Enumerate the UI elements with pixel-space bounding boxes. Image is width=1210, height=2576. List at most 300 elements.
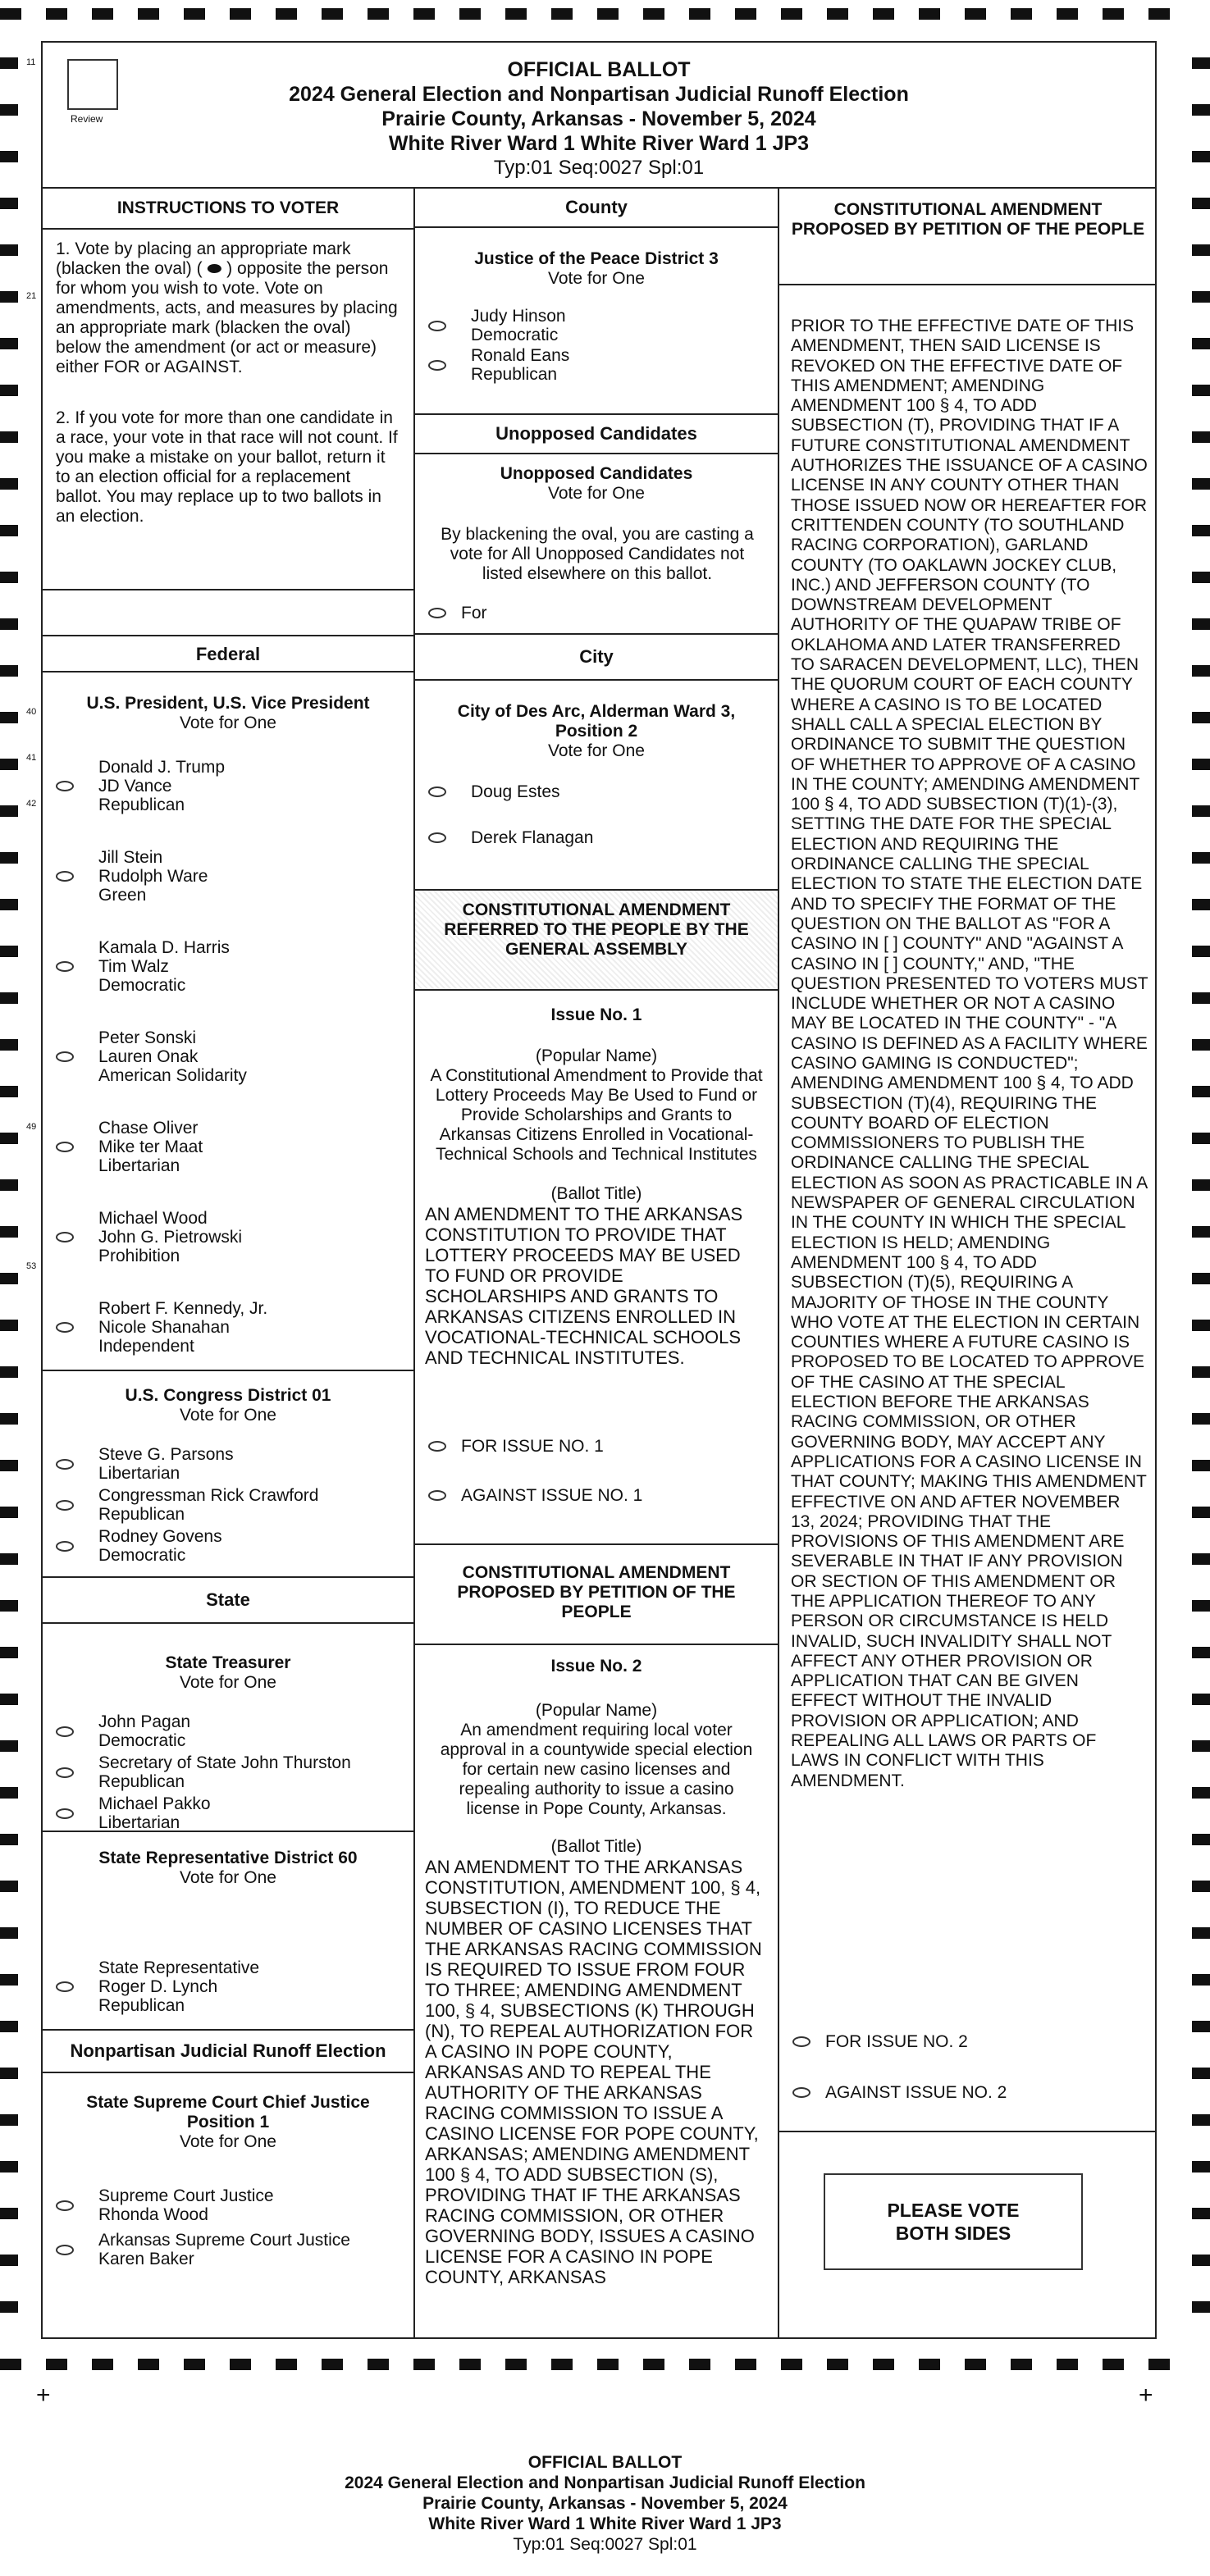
candidate-detail: Nicole Shanahan <box>98 1318 230 1337</box>
candidate-name: Rodney Govens <box>98 1527 222 1546</box>
timing-mark <box>0 8 21 20</box>
timing-mark <box>1192 852 1210 864</box>
timing-mark <box>0 946 18 957</box>
issue1-against-option[interactable] <box>428 1486 642 1506</box>
vote-oval[interactable] <box>56 1051 74 1062</box>
option-label: FOR ISSUE NO. 1 <box>461 1437 604 1456</box>
timing-mark <box>322 2359 343 2370</box>
chief-vote-for: Vote for One <box>180 2132 276 2151</box>
timing-mark <box>0 1366 18 1378</box>
timing-mark <box>184 2359 205 2370</box>
timing-mark <box>873 8 894 20</box>
instructions-p1: 1. Vote by placing an appropriate mark (blacken the oval) ( ⬬ ) opposite the person for whom you wish to vote. Vote on amendments, acts, and measures by placing an appropriate mark (blacken the oval) below the amendment (or act or measure) either FOR or AGAINST. <box>56 239 398 376</box>
timing-mark <box>1192 1881 1210 1892</box>
rep60-contest <box>43 1832 413 2031</box>
candidate-detail: Libertarian <box>98 1156 180 1175</box>
issue2-popular-label: (Popular Name) <box>535 1701 658 1720</box>
timing-mark <box>0 1413 18 1425</box>
candidate-option[interactable] <box>43 1712 413 1750</box>
issue1-popular-name: A Constitutional Amendment to Provide that Lottery Proceeds May Be Used to Fund or Provide Scholarships and Grants to Arkansas Citizens Enrolled in Vocational-Technical Schools and Technical Institutes <box>430 1066 763 1164</box>
timing-mark <box>0 1039 18 1051</box>
candidate-detail: Democratic <box>98 1546 186 1565</box>
timing-mark <box>1148 2359 1170 2370</box>
timing-mark <box>643 8 664 20</box>
candidate-detail: Libertarian <box>98 1464 180 1483</box>
timing-mark <box>0 385 18 396</box>
timing-mark <box>505 8 527 20</box>
vote-oval[interactable] <box>428 786 446 797</box>
vote-oval[interactable] <box>56 1232 74 1242</box>
candidate-name: Robert F. Kennedy, Jr. <box>98 1299 268 1318</box>
president-contest <box>43 672 413 1371</box>
ballot-title: OFFICIAL BALLOT <box>507 58 691 81</box>
timing-mark <box>0 1834 18 1845</box>
timing-mark <box>0 2161 18 2173</box>
timing-mark <box>965 8 986 20</box>
timing-mark <box>1192 2301 1210 2313</box>
timing-mark <box>0 759 18 770</box>
timing-mark <box>1192 1366 1210 1378</box>
jp3-contest <box>415 228 778 415</box>
timing-mark <box>0 478 18 490</box>
timing-mark <box>368 2359 389 2370</box>
timing-mark <box>0 1460 18 1471</box>
candidate-detail: Republican <box>98 1996 185 2015</box>
candidate-option[interactable] <box>415 346 778 384</box>
timing-mark <box>0 2021 18 2032</box>
candidate-detail: Democratic <box>471 326 559 344</box>
timing-mark <box>1192 1553 1210 1565</box>
timing-mark <box>505 2359 527 2370</box>
vote-oval[interactable] <box>56 1767 74 1778</box>
vote-oval[interactable] <box>428 360 446 371</box>
candidate-detail: Mike ter Maat <box>98 1138 203 1156</box>
timing-mark <box>1192 291 1210 303</box>
timing-mark <box>1192 2255 1210 2266</box>
alderman-title-2: Position 2 <box>555 722 638 741</box>
option-label: AGAINST ISSUE NO. 2 <box>825 2083 1007 2102</box>
candidate-detail: Karen Baker <box>98 2250 194 2268</box>
timing-mark <box>92 2359 113 2370</box>
timing-mark <box>1192 104 1210 116</box>
timing-mark <box>459 8 481 20</box>
timing-mark <box>1192 572 1210 583</box>
margin-number: 11 <box>26 57 36 67</box>
candidate-option[interactable] <box>415 828 778 847</box>
timing-mark <box>551 2359 573 2370</box>
vote-oval[interactable] <box>56 1322 74 1333</box>
issue1-ballot-label: (Ballot Title) <box>550 1184 642 1203</box>
timing-mark <box>1192 899 1210 910</box>
timing-mark <box>0 1086 18 1097</box>
vote-oval[interactable] <box>792 2036 810 2047</box>
footer-style-code: Typ:01 Seq:0027 Spl:01 <box>513 2535 697 2554</box>
candidate-detail: Tim Walz <box>98 957 169 976</box>
candidate-name: Jill Stein <box>98 848 163 867</box>
congress-vote-for: Vote for One <box>180 1406 276 1425</box>
vote-oval[interactable] <box>56 781 74 791</box>
timing-mark <box>1192 431 1210 443</box>
timing-mark <box>1192 1834 1210 1845</box>
vote-oval[interactable] <box>428 608 446 618</box>
timing-mark <box>0 1600 18 1612</box>
timing-mark <box>46 2359 67 2370</box>
timing-mark <box>368 8 389 20</box>
review-label: Review <box>71 113 103 125</box>
candidate-option[interactable] <box>43 1299 413 1356</box>
timing-mark <box>0 1179 18 1191</box>
timing-mark <box>0 1553 18 1565</box>
timing-mark <box>1192 2068 1210 2079</box>
timing-mark <box>92 8 113 20</box>
candidate-detail: Democratic <box>98 1731 186 1750</box>
amendment-pet-heading: CONSTITUTIONAL AMENDMENT PROPOSED BY PETITION OF THE PEOPLE <box>457 1563 736 1621</box>
timing-mark <box>781 2359 802 2370</box>
timing-mark <box>1057 2359 1078 2370</box>
timing-mark <box>1103 8 1124 20</box>
crosshair-icon: + <box>36 2382 51 2409</box>
issue1-number: Issue No. 1 <box>550 1005 642 1024</box>
vote-oval[interactable] <box>56 1981 74 1992</box>
rep60-title: State Representative District 60 <box>98 1849 358 1867</box>
timing-mark <box>0 2068 18 2079</box>
timing-mark <box>1192 1133 1210 1144</box>
candidate-option[interactable] <box>43 1209 413 1265</box>
candidate-option[interactable] <box>415 307 778 344</box>
chief-justice-contest <box>43 2073 413 2339</box>
vote-oval[interactable] <box>428 321 446 331</box>
timing-mark <box>0 1974 18 1986</box>
issue2-for-option[interactable] <box>792 2032 968 2052</box>
footer-county-date: Prairie County, Arkansas - November 5, 2024 <box>422 2494 788 2513</box>
vote-oval[interactable] <box>56 1541 74 1552</box>
vote-oval[interactable] <box>56 1500 74 1511</box>
candidate-name: Secretary of State John Thurston <box>98 1753 351 1772</box>
alderman-vote-for: Vote for One <box>548 741 645 760</box>
issue1-contest <box>415 991 778 1545</box>
vote-oval[interactable] <box>56 2245 74 2255</box>
timing-mark <box>0 665 18 677</box>
margin-number: 53 <box>26 1261 37 1271</box>
timing-mark <box>1192 712 1210 723</box>
unopposed-title: Unopposed Candidates <box>500 464 693 483</box>
timing-mark <box>0 1740 18 1752</box>
candidate-name: Kamala D. Harris <box>98 938 230 957</box>
review-checkbox[interactable] <box>67 59 118 110</box>
timing-mark <box>597 8 619 20</box>
timing-mark <box>0 992 18 1004</box>
candidate-option[interactable] <box>43 1794 413 1832</box>
timing-mark <box>1192 2208 1210 2219</box>
timing-mark <box>1192 385 1210 396</box>
timing-mark <box>1192 1507 1210 1518</box>
candidate-option[interactable] <box>43 1753 413 1791</box>
column-2 <box>415 189 779 2339</box>
treasurer-vote-for: Vote for One <box>180 1673 276 1692</box>
ballot-county-date: Prairie County, Arkansas - November 5, 2024 <box>381 107 816 130</box>
candidate-name: Supreme Court Justice <box>98 2186 274 2205</box>
candidate-option[interactable] <box>43 1527 413 1565</box>
timing-mark <box>0 2359 21 2370</box>
timing-mark <box>0 57 18 69</box>
issue1-for-option[interactable] <box>428 1437 604 1457</box>
candidate-name: Ronald Eans <box>471 346 570 365</box>
timing-mark <box>0 572 18 583</box>
candidate-option[interactable] <box>43 1445 413 1483</box>
timing-mark <box>0 1694 18 1705</box>
column-1 <box>43 189 415 2339</box>
candidate-detail: Independent <box>98 1337 194 1356</box>
timing-mark <box>459 2359 481 2370</box>
timing-mark <box>0 104 18 116</box>
congress-title: U.S. Congress District 01 <box>125 1386 331 1405</box>
timing-mark <box>919 2359 940 2370</box>
ballot-subtitle: 2024 General Election and Nonpartisan Judicial Runoff Election <box>289 83 909 106</box>
timing-mark <box>0 1133 18 1144</box>
vote-oval[interactable] <box>428 1441 446 1452</box>
timing-mark <box>138 2359 159 2370</box>
timing-mark <box>0 244 18 256</box>
timing-mark <box>1192 338 1210 349</box>
timing-mark <box>0 1881 18 1892</box>
timing-mark <box>1192 1226 1210 1238</box>
vote-oval[interactable] <box>428 1490 446 1501</box>
vote-oval[interactable] <box>56 1808 74 1819</box>
unopposed-contest <box>415 454 778 635</box>
timing-mark <box>0 1320 18 1331</box>
alderman-contest <box>415 681 778 891</box>
treasurer-title: State Treasurer <box>165 1653 291 1672</box>
timing-mark <box>1192 1740 1210 1752</box>
amendment-pet-heading-col3 <box>779 189 1157 285</box>
vote-oval[interactable] <box>56 2200 74 2211</box>
timing-mark <box>965 2359 986 2370</box>
timing-mark <box>1192 1039 1210 1051</box>
candidate-detail: Republican <box>98 1772 185 1791</box>
timing-mark <box>689 2359 710 2370</box>
candidate-option[interactable] <box>43 938 413 995</box>
jp3-title: Justice of the Peace District 3 <box>474 249 719 268</box>
candidate-option[interactable] <box>43 758 413 814</box>
candidate-name: Doug Estes <box>471 782 560 801</box>
footer-subtitle: 2024 General Election and Nonpartisan Judicial Runoff Election <box>345 2473 865 2492</box>
instructions-p2: 2. If you vote for more than one candidate in a race, your vote in that race will not count. If you make a mistake on your ballot, return it to an election official for a replacement ballot. You may replace up to two ballots in an election. <box>56 408 398 526</box>
unopposed-text: By blackening the oval, you are casting a vote for All Unopposed Candidates not listed elsewhere on this ballot. <box>441 525 754 583</box>
president-vote-for: Vote for One <box>180 714 276 732</box>
timing-mark <box>781 8 802 20</box>
timing-mark <box>827 2359 848 2370</box>
ballot-footer <box>0 2452 1210 2555</box>
chief-title-1: State Supreme Court Chief Justice <box>86 2093 370 2112</box>
candidate-detail: Lauren Onak <box>98 1047 199 1066</box>
candidate-detail: American Solidarity <box>98 1066 247 1085</box>
footer-title: OFFICIAL BALLOT <box>527 2453 683 2472</box>
timing-mark <box>1192 57 1210 69</box>
candidate-option[interactable] <box>43 848 413 905</box>
candidate-name: Derek Flanagan <box>471 828 594 847</box>
candidate-name: Chase Oliver <box>98 1119 199 1138</box>
timing-mark <box>0 2114 18 2126</box>
footer-precinct: White River Ward 1 White River Ward 1 JP3 <box>428 2514 782 2533</box>
city-bar: City <box>415 635 778 681</box>
timing-mark <box>1192 2021 1210 2032</box>
ballot-frame <box>41 41 1157 2339</box>
congress-contest <box>43 1371 413 1578</box>
amendment-pet-bar <box>415 1545 778 1645</box>
timing-mark <box>1192 1273 1210 1284</box>
timing-mark <box>322 8 343 20</box>
candidate-name: Judy Hinson <box>471 307 566 326</box>
option-label: FOR ISSUE NO. 2 <box>825 2032 968 2051</box>
timing-mark <box>230 8 251 20</box>
candidate-option[interactable] <box>43 1958 413 2015</box>
timing-mark <box>1192 1086 1210 1097</box>
vote-oval[interactable] <box>56 1726 74 1737</box>
vote-oval[interactable] <box>56 1459 74 1470</box>
candidate-detail: Republican <box>471 365 558 384</box>
timing-mark <box>0 1273 18 1284</box>
timing-mark <box>0 2208 18 2219</box>
candidate-detail: Rhonda Wood <box>98 2205 208 2224</box>
option-label: For <box>461 604 487 622</box>
timing-mark <box>1192 618 1210 630</box>
candidate-detail: Democratic <box>98 976 186 995</box>
amendment-ga-bar <box>415 891 778 991</box>
margin-number: 40 <box>26 707 37 717</box>
candidate-detail: Libertarian <box>98 1813 180 1832</box>
please-vote-box <box>824 2173 1083 2270</box>
alderman-title-1: City of Des Arc, Alderman Ward 3, <box>457 702 736 721</box>
timing-mark <box>0 805 18 817</box>
instructions-section <box>43 189 413 590</box>
timing-mark <box>413 8 435 20</box>
crosshair-icon: + <box>1139 2382 1153 2409</box>
issue2-popular-name: An amendment requiring local voter approval in a countywide special election for certain new casino licenses and repealing authority to issue a casino license in Pope County, Arkansas. <box>440 1721 753 1818</box>
timing-mark <box>0 1787 18 1799</box>
timing-mark <box>1192 1694 1210 1705</box>
candidate-name: Donald J. Trump <box>98 758 226 777</box>
margin-number: 21 <box>26 291 37 301</box>
candidate-option[interactable] <box>43 2186 413 2224</box>
vote-oval[interactable] <box>428 832 446 843</box>
candidate-detail: Green <box>98 886 147 905</box>
amendment-pet-heading: CONSTITUTIONAL AMENDMENT PROPOSED BY PETITION OF THE PEOPLE <box>791 200 1145 239</box>
candidate-name: Michael Pakko <box>98 1794 211 1813</box>
please-vote-both-sides: PLEASE VOTE BOTH SIDES <box>887 2200 1020 2244</box>
timing-mark <box>0 1507 18 1518</box>
timing-mark <box>689 8 710 20</box>
candidate-option[interactable] <box>43 2231 413 2268</box>
timing-mark <box>1192 198 1210 209</box>
unopposed-bar: Unopposed Candidates <box>415 415 778 454</box>
timing-mark <box>1192 1320 1210 1331</box>
judicial-bar: Nonpartisan Judicial Runoff Election <box>43 2031 413 2073</box>
timing-mark <box>735 8 756 20</box>
timing-mark <box>1192 759 1210 770</box>
issue2-contest <box>415 1645 778 2339</box>
issue1-ballot-title: AN AMENDMENT TO THE ARKANSAS CONSTITUTION TO PROVIDE THAT LOTTERY PROCEEDS MAY BE USED TO FUND OR PROVIDE SCHOLARSHIPS AND GRANTS TO ARKANSAS CITIZENS ENROLLED IN VOCATIONAL-TECHNICAL SCHOOLS AND TECHNICAL INSTITUTES. <box>425 1204 743 1368</box>
candidate-option[interactable] <box>43 1028 413 1085</box>
issue2-ballot-title: AN AMENDMENT TO THE ARKANSAS CONSTITUTION, AMENDMENT 100, § 4, SUBSECTION (I), TO REDUCE THE NUMBER OF CASINO LICENSES THAT THE ARKANSAS RACING COMMISSION IS REQUIRED TO ISSUE FROM FOUR TO THREE; AMENDING AMENDMENT 100, § 4, SUBSECTIONS (K) THROUGH (N), TO REPEAL AUTHORIZATION FOR A CASINO IN POPE COUNTY, ARKANSAS AND TO REPEAL THE AUTHORITY OF THE ARKANSAS RACING COMMISSION TO ISSUE A CASINO LICENSE FOR POPE COUNTY, ARKANSAS; AMENDING AMENDMENT 100 § 4, TO ADD SUBSECTION (S), PROVIDING THAT IF THE ARKANSAS RACING COMMISSION, OR OTHER GOVERNING BODY, ISSUES A CASINO LICENSE FOR A CASINO IN POPE COUNTY, ARKANSAS <box>425 1857 762 2287</box>
president-title: U.S. President, U.S. Vice President <box>86 694 370 713</box>
timing-mark <box>1011 8 1032 20</box>
vote-oval[interactable] <box>56 871 74 882</box>
federal-bar: Federal <box>43 635 413 672</box>
timing-mark <box>1192 1927 1210 1939</box>
margin-number: 41 <box>26 753 37 763</box>
county-bar: County <box>415 189 778 228</box>
timing-mark <box>0 2255 18 2266</box>
unopposed-vote-for: Vote for One <box>548 484 645 503</box>
timing-mark <box>1192 1413 1210 1425</box>
timing-mark <box>0 1927 18 1939</box>
timing-mark <box>1192 1974 1210 1986</box>
candidate-detail: JD Vance <box>98 777 172 796</box>
timing-mark <box>1192 1647 1210 1658</box>
timing-mark <box>0 151 18 162</box>
timing-mark <box>184 8 205 20</box>
candidate-option[interactable] <box>43 1119 413 1175</box>
vote-oval[interactable] <box>792 2087 810 2098</box>
timing-mark <box>0 1226 18 1238</box>
issue2-number: Issue No. 2 <box>550 1657 642 1676</box>
jp3-vote-for: Vote for One <box>548 269 645 288</box>
option-label: AGAINST ISSUE NO. 1 <box>461 1486 643 1505</box>
issue1-popular-label: (Popular Name) <box>535 1046 658 1065</box>
ballot-style-code: Typ:01 Seq:0027 Spl:01 <box>493 157 705 179</box>
timing-mark <box>551 8 573 20</box>
rep60-vote-for: Vote for One <box>180 1868 276 1887</box>
chief-title-2: Position 1 <box>186 2113 270 2131</box>
timing-mark <box>735 2359 756 2370</box>
candidate-option[interactable] <box>415 782 778 801</box>
timing-mark <box>827 8 848 20</box>
candidate-name: Congressman Rick Crawford <box>98 1486 319 1505</box>
timing-mark <box>46 8 67 20</box>
timing-mark <box>1192 151 1210 162</box>
margin-number: 42 <box>26 799 37 809</box>
issue2-ballot-label: (Ballot Title) <box>550 1837 642 1856</box>
timing-mark <box>919 8 940 20</box>
timing-mark <box>230 2359 251 2370</box>
unopposed-for-option[interactable] <box>428 604 487 623</box>
issue2-ballot-title-continued: PRIOR TO THE EFFECTIVE DATE OF THIS AMENDMENT, THEN SAID LICENSE IS REVOKED ON THE EFFECTIVE DATE OF THIS AMENDMENT; AMENDING AMENDMENT 100 § 4, TO ADD SUBSECTION (T), PROVIDING THAT IF A FUTURE CONSTITUTIONAL AMENDMENT AUTHORIZES THE ISSUANCE OF A CASINO LICENSE IN ANY COUNTY OTHER THAN THOSE ISSUED NOW OR HEREAFTER FOR CRITTENDEN COUNTY (TO SOUTHLAND RACING CORPORATION), GARLAND COUNTY (TO OAKLAWN JOCKEY CLUB, INC.) AND JEFFERSON COUNTY (TO DOWNSTREAM DEVELOPMENT AUTHORITY OF THE QUAPAW TRIBE OF OKLAHOMA AND LATER TRANSFERRED TO SARACEN DEVELOPMENT, LLC), THEN THE QUORUM COURT OF EACH COUNTY WHERE A CASINO IS TO BE LOCATED SHALL CALL A SPECIAL ELECTION BY ORDINANCE TO SUBMIT THE QUESTION OF WHETHER TO APPROVE OF A CASINO IN THE COUNTY; AMENDING AMENDMENT 100 § 4, TO ADD SUBSECTION (T)(1)-(3), SETTING THE DATE FOR THE SPECIAL ELECTION AND REQUIRING THE ORDINANCE CALLING THE SPECIAL ELECTION TO STATE THE ELECTION DATE AND TO SPECIFY THE FORMAT OF THE QUESTION ON THE BALLOT AS "FOR A CASINO IN [ ] COUNTY" AND "AGAINST A CASINO IN [ ] COUNTY," AND, "THE QUESTION PRESENTED TO VOTERS MUST INCLUDE WHETHER OR NOT A CASINO MAY BE LOCATED IN THE COUNTY" - "A CASINO IS DEFINED AS A FACILITY WHERE CASINO GAMING IS CONDUCTED"; AMENDING AMENDMENT 100 § 4, TO ADD SUBSECTION (T)(4), REQUIRING THE COUNTY BOARD OF ELECTION COMMISSIONERS TO PUBLISH THE ORDINANCE CALLING THE SPECIAL ELECTION AS SOON AS PRACTICABLE IN A NEWSPAPER OF GENERAL CIRCULATION IN THE COUNTY IN WHICH THE SPECIAL ELECTION IS HELD; AMENDING AMENDMENT 100 § 4, TO ADD SUBSECTION (T)(5), REQUIRING A MAJORITY OF THOSE IN THE COUNTY WHO VOTE AT THE ELECTION IN CERTAIN COUNTIES WHERE A FUTURE CASINO IS PROPOSED TO BE LOCATED TO APPROVE OF THE CASINO AT THE SPECIAL ELECTION BEFORE THE ARKANSAS RACING COMMISSION, OR OTHER GOVERNING BODY, MAY ACCEPT ANY APPLICATIONS FOR A CASINO LICENSE IN THAT COUNTY; MAKING THIS AMENDMENT EFFECTIVE ON AND AFTER NOVEMBER 13, 2024; PROVIDING THAT THE PROVISIONS OF THIS AMENDMENT ARE SEVERABLE IN THAT IF ANY PROVISION OR SECTION OF THIS AMENDMENT OR THE APPLICATION THEREOF TO ANY PERSON OR CIRCUMSTANCE IS HELD INVALID, SUCH INVALIDITY SHALL NOT AFFECT ANY OTHER PROVISION OR APPLICATION THAT CAN BE GIVEN EFFECT WITHOUT THE INVALID PROVISION OR APPLICATION; AND REPEALING ALL LAWS OR PARTS OF LAWS IN CONFLICT WITH THIS AMENDMENT. <box>791 317 1148 1790</box>
candidate-name: Arkansas Supreme Court Justice <box>98 2231 350 2250</box>
ballot-precinct: White River Ward 1 White River Ward 1 JP3 <box>388 132 810 155</box>
margin-number: 49 <box>26 1122 37 1132</box>
timing-mark <box>1192 805 1210 817</box>
timing-mark <box>1192 2161 1210 2173</box>
candidate-option[interactable] <box>43 1486 413 1524</box>
timing-mark <box>0 899 18 910</box>
timing-mark <box>0 198 18 209</box>
ballot-header <box>43 43 1155 189</box>
timing-mark <box>0 852 18 864</box>
timing-mark <box>0 618 18 630</box>
vote-oval[interactable] <box>56 1142 74 1152</box>
treasurer-contest <box>43 1624 413 1832</box>
state-bar: State <box>43 1578 413 1624</box>
vote-oval[interactable] <box>56 961 74 972</box>
timing-mark <box>0 291 18 303</box>
timing-mark <box>413 2359 435 2370</box>
timing-mark <box>0 525 18 536</box>
timing-mark <box>1011 2359 1032 2370</box>
candidate-name: John Pagan <box>98 1712 191 1731</box>
candidate-name: Peter Sonski <box>98 1028 197 1047</box>
timing-mark <box>276 8 297 20</box>
issue2-against-option[interactable] <box>792 2083 1007 2103</box>
